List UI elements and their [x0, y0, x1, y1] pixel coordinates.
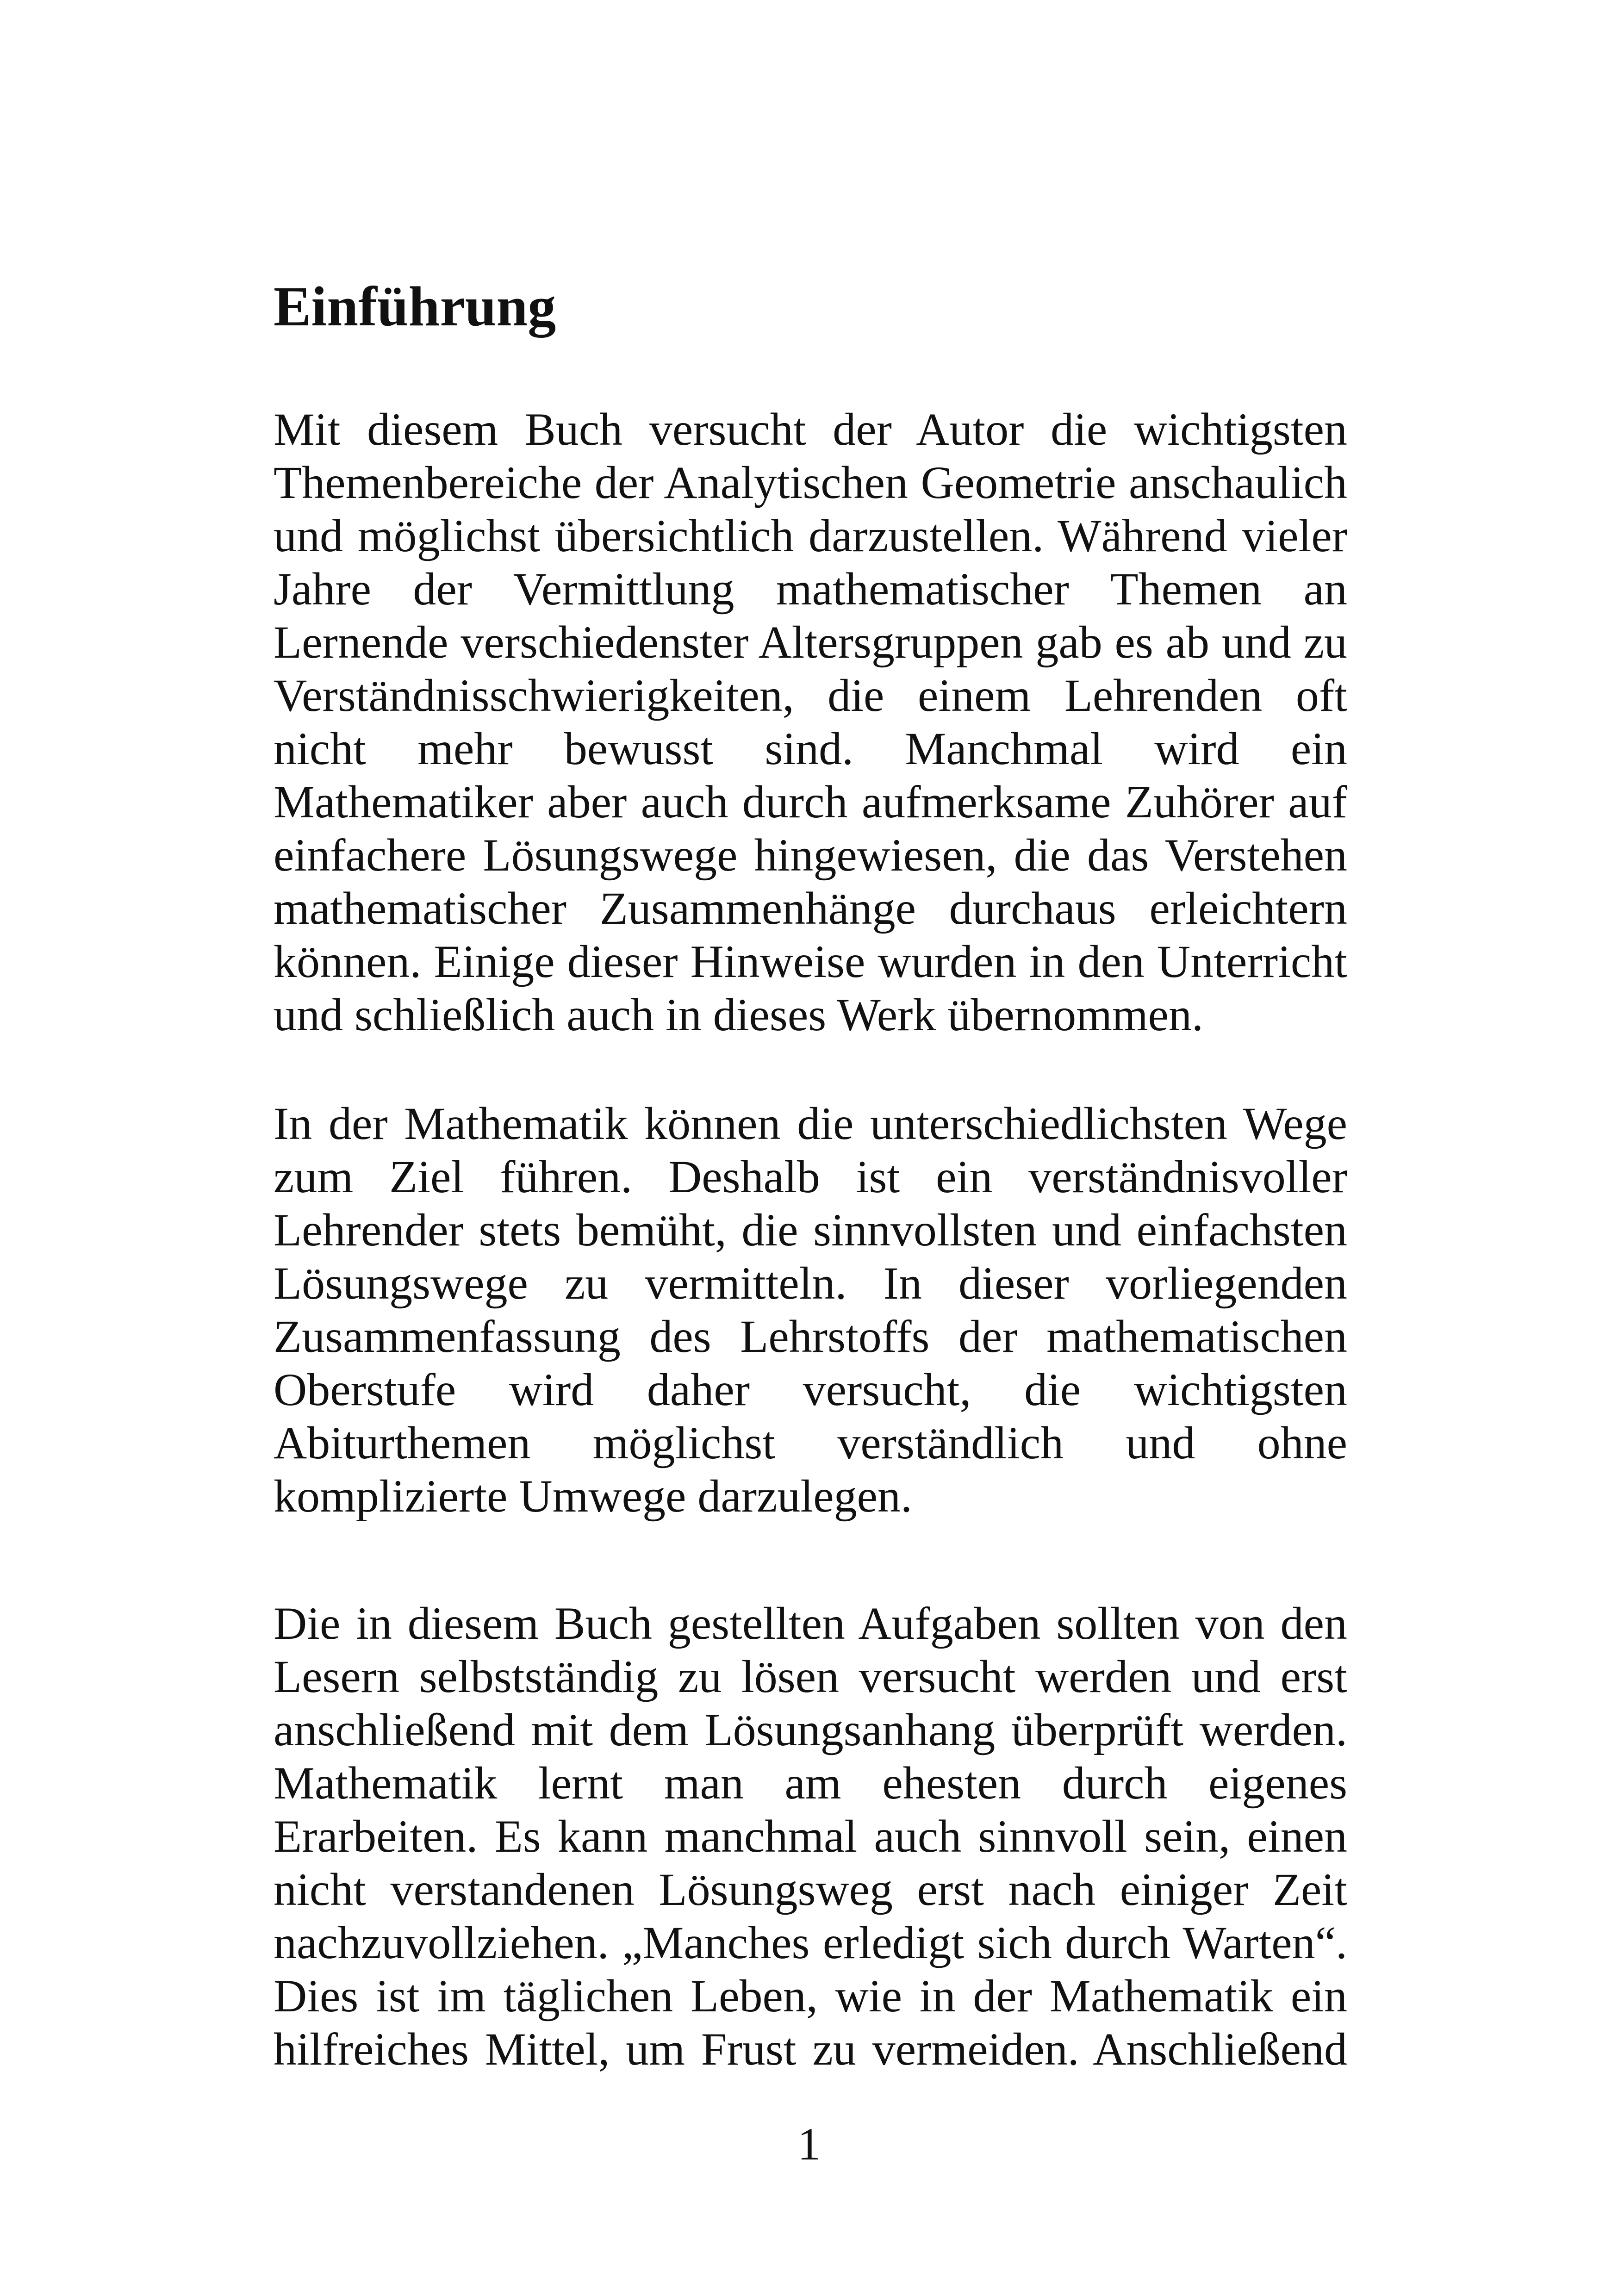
- paragraph-line: nicht verstandenen Lösungsweg erst nach einiger Zeit: [274, 1864, 1347, 1915]
- paragraph-line: komplizierte Umwege darzulegen.: [274, 1470, 912, 1522]
- paragraph-line: zum Ziel führen. Deshalb ist ein verständnisvoller: [274, 1151, 1347, 1202]
- paragraph-line: mathematischer Zusammenhänge durchaus erleichtern: [274, 883, 1347, 934]
- paragraph-line: Mit diesem Buch versucht der Autor die wichtigsten: [274, 404, 1347, 455]
- paragraph-line: Erarbeiten. Es kann manchmal auch sinnvoll sein, einen: [274, 1811, 1347, 1862]
- paragraph-3: [274, 1597, 1347, 2076]
- paragraph-line: können. Einige dieser Hinweise wurden in den Unterricht: [274, 936, 1347, 987]
- paragraph-line: Abiturthemen möglichst verständlich und ohne: [274, 1417, 1347, 1468]
- paragraph-line: Verständnisschwierigkeiten, die einem Lehrenden oft: [274, 670, 1347, 721]
- paragraph-2: [274, 1097, 1347, 1523]
- page-number: 1: [797, 2118, 821, 2170]
- paragraph-line: Zusammenfassung des Lehrstoffs der mathematischen: [274, 1311, 1347, 1362]
- paragraph-line: einfachere Lösungswege hingewiesen, die das Verstehen: [274, 829, 1347, 881]
- paragraph-line: Dies ist im täglichen Leben, wie in der Mathematik ein: [274, 1970, 1347, 2022]
- paragraph-line: Lehrender stets bemüht, die sinnvollsten und einfachsten: [274, 1204, 1347, 1256]
- paragraph-line: Themenbereiche der Analytischen Geometrie anschaulich: [274, 457, 1347, 508]
- paragraph-line: nicht mehr bewusst sind. Manchmal wird ein: [274, 723, 1347, 774]
- paragraph-line: hilfreiches Mittel, um Frust zu vermeiden. Anschließend: [274, 2023, 1347, 2075]
- paragraph-line: Mathematik lernt man am ehesten durch eigenes: [274, 1757, 1347, 1809]
- paragraph-line: nachzuvollziehen. „Manches erledigt sich durch Warten“.: [274, 1917, 1347, 1968]
- paragraph-line: Die in diesem Buch gestellten Aufgaben sollten von den: [274, 1598, 1347, 1649]
- paragraph-line: Lernende verschiedenster Altersgruppen gab es ab und zu: [274, 616, 1347, 668]
- chapter-heading: Einführung: [274, 275, 556, 338]
- paragraph-line: Lesern selbstständig zu lösen versucht werden und erst: [274, 1651, 1347, 1702]
- paragraph-line: Lösungswege zu vermitteln. In dieser vorliegenden: [274, 1257, 1347, 1309]
- paragraph-line: Jahre der Vermittlung mathematischer Themen an: [274, 563, 1347, 615]
- paragraph-line: und schließlich auch in dieses Werk übernommen.: [274, 989, 1204, 1040]
- paragraph-line: In der Mathematik können die unterschiedlichsten Wege: [274, 1098, 1347, 1149]
- paragraph-line: anschließend mit dem Lösungsanhang überprüft werden.: [274, 1704, 1347, 1755]
- paragraph-line: Mathematiker aber auch durch aufmerksame Zuhörer auf: [274, 776, 1347, 828]
- paragraph-line: und möglichst übersichtlich darzustellen. Während vieler: [274, 510, 1347, 561]
- paragraph-line: Oberstufe wird daher versucht, die wichtigsten: [274, 1364, 1347, 1415]
- paragraph-1: [274, 403, 1347, 1041]
